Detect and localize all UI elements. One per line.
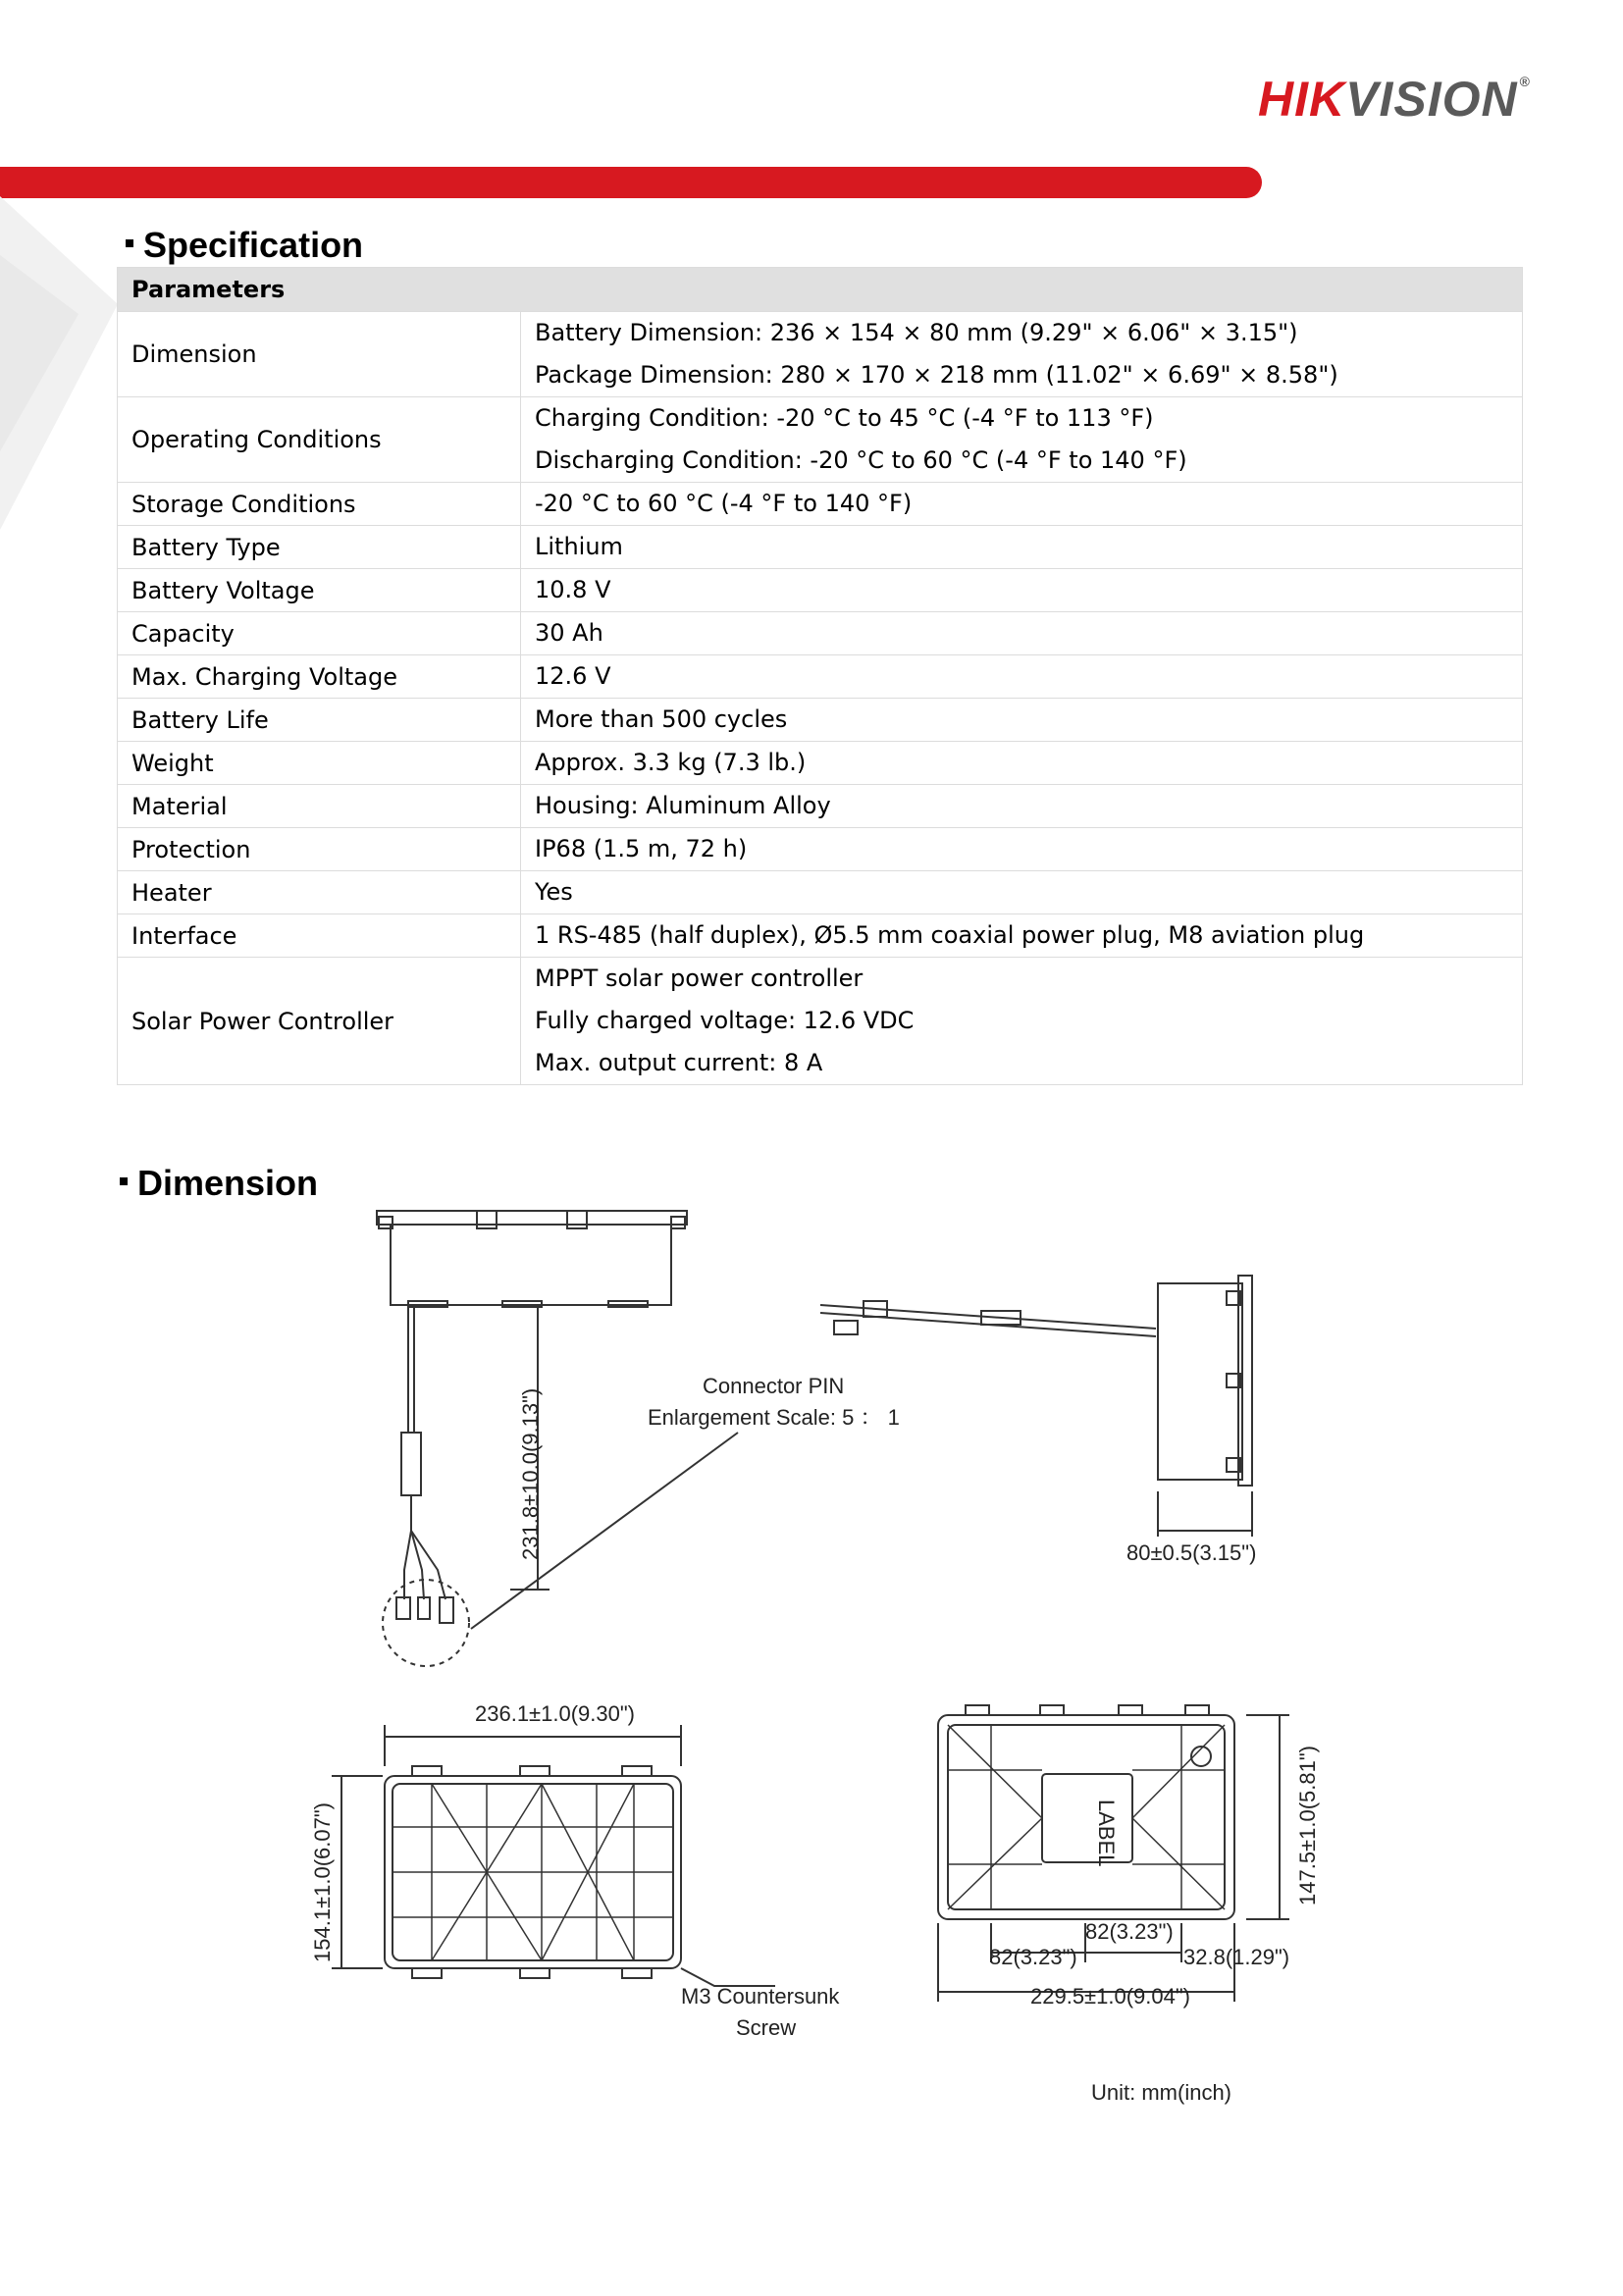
param-cell: Operating Conditions xyxy=(118,397,521,483)
label-plate-text: LABEL xyxy=(1094,1800,1119,1867)
value-line: Fully charged voltage: 12.6 VDC xyxy=(535,1007,915,1034)
param-cell: Battery Life xyxy=(118,699,521,742)
value-line: Charging Condition: -20 °C to 45 °C (-4 °F to 113 °F) xyxy=(535,404,1154,432)
value-cell xyxy=(521,526,1523,569)
value-line: Approx. 3.3 kg (7.3 lb.) xyxy=(535,749,807,776)
value-line: IP68 (1.5 m, 72 h) xyxy=(535,835,748,862)
value-line: Yes xyxy=(535,878,573,906)
value-cell xyxy=(521,699,1523,742)
param-cell: Storage Conditions xyxy=(118,483,521,526)
watermark-decoration xyxy=(0,196,128,530)
table-row xyxy=(118,397,1523,483)
value-line: 12.6 V xyxy=(535,662,611,690)
bottom-view-housing xyxy=(332,1725,775,1986)
value-cell xyxy=(521,312,1523,397)
table-row xyxy=(118,742,1523,785)
connector-leader-line xyxy=(471,1433,738,1629)
connector-pin-label: Connector PIN xyxy=(703,1374,845,1398)
param-cell: Solar Power Controller xyxy=(118,958,521,1085)
value-line: More than 500 cycles xyxy=(535,705,788,733)
enlargement-scale-label: Enlargement Scale: 5 ： 1 xyxy=(648,1405,900,1430)
param-cell: Capacity xyxy=(118,612,521,655)
bottom-height-dimension-label: 154.1±1.0(6.07") xyxy=(310,1802,335,1962)
back-height-dimension-label: 147.5±1.0(5.81") xyxy=(1295,1746,1320,1905)
hikvision-logo: HIKVISION ® xyxy=(1258,72,1531,127)
value-cell xyxy=(521,612,1523,655)
value-line: 1 RS-485 (half duplex), Ø5.5 mm coaxial power plug, M8 aviation plug xyxy=(535,921,1365,949)
dimension-drawing xyxy=(0,1177,1623,2159)
value-line: Package Dimension: 280 × 170 × 218 mm (11.02" × 6.69" × 8.58") xyxy=(535,361,1338,389)
table-row xyxy=(118,871,1523,914)
value-line: Max. output current: 8 A xyxy=(535,1049,823,1076)
table-row xyxy=(118,828,1523,871)
value-cell xyxy=(521,785,1523,828)
value-cell xyxy=(521,655,1523,699)
bullet-square-icon xyxy=(126,239,133,247)
bottom-width-dimension-label: 236.1±1.0(9.30") xyxy=(475,1701,635,1726)
table-row xyxy=(118,785,1523,828)
value-cell xyxy=(521,569,1523,612)
specification-table xyxy=(117,267,1523,1085)
dimension-title: Dimension xyxy=(120,1166,318,1201)
value-cell xyxy=(521,397,1523,483)
param-cell: Battery Voltage xyxy=(118,569,521,612)
value-cell xyxy=(521,871,1523,914)
value-line: -20 °C to 60 °C (-4 °F to 140 °F) xyxy=(535,490,913,517)
front-view-cable xyxy=(383,1307,469,1666)
hole-dimension-b-label: 82(3.23") xyxy=(989,1945,1077,1969)
value-cell xyxy=(521,742,1523,785)
table-row xyxy=(118,526,1523,569)
table-header-row xyxy=(118,268,1523,312)
table-row xyxy=(118,958,1523,1085)
param-cell: Protection xyxy=(118,828,521,871)
param-cell: Battery Type xyxy=(118,526,521,569)
back-width-dimension-label: 229.5±1.0(9.04") xyxy=(1030,1984,1190,2009)
value-line: 10.8 V xyxy=(535,576,611,603)
table-row xyxy=(118,312,1523,397)
screw-label-line2: Screw xyxy=(736,2015,797,2040)
table-row xyxy=(118,483,1523,526)
param-cell: Material xyxy=(118,785,521,828)
table-row xyxy=(118,699,1523,742)
parameters-header: Parameters xyxy=(118,268,1523,312)
specification-title: Specification xyxy=(126,228,363,263)
param-cell: Heater xyxy=(118,871,521,914)
table-row xyxy=(118,612,1523,655)
value-line: Lithium xyxy=(535,533,623,560)
value-cell xyxy=(521,483,1523,526)
height-dimension-label: 231.8±10.0(9.13") xyxy=(518,1387,543,1560)
param-cell: Interface xyxy=(118,914,521,958)
value-line: Battery Dimension: 236 × 154 × 80 mm (9.29" × 6.06" × 3.15") xyxy=(535,319,1298,346)
param-cell: Max. Charging Voltage xyxy=(118,655,521,699)
table-row xyxy=(118,914,1523,958)
value-line: MPPT solar power controller xyxy=(535,965,864,992)
value-line: Housing: Aluminum Alloy xyxy=(535,792,831,819)
header-red-bar xyxy=(0,167,1262,198)
value-cell xyxy=(521,828,1523,871)
value-line: 30 Ah xyxy=(535,619,603,647)
value-line: Discharging Condition: -20 °C to 60 °C (-4 °F to 140 °F) xyxy=(535,446,1187,474)
value-cell xyxy=(521,958,1523,1085)
depth-dimension-label: 80±0.5(3.15") xyxy=(1126,1540,1257,1565)
param-cell: Dimension xyxy=(118,312,521,397)
unit-label: Unit: mm(inch) xyxy=(1091,2080,1232,2105)
hole-dimension-a-label: 82(3.23") xyxy=(1085,1919,1174,1944)
table-row xyxy=(118,569,1523,612)
screw-label-line1: M3 Countersunk xyxy=(681,1984,840,2009)
hole-dimension-c-label: 32.8(1.29") xyxy=(1183,1945,1290,1969)
table-row xyxy=(118,655,1523,699)
param-cell: Weight xyxy=(118,742,521,785)
value-cell xyxy=(521,914,1523,958)
front-view-housing xyxy=(377,1211,687,1307)
